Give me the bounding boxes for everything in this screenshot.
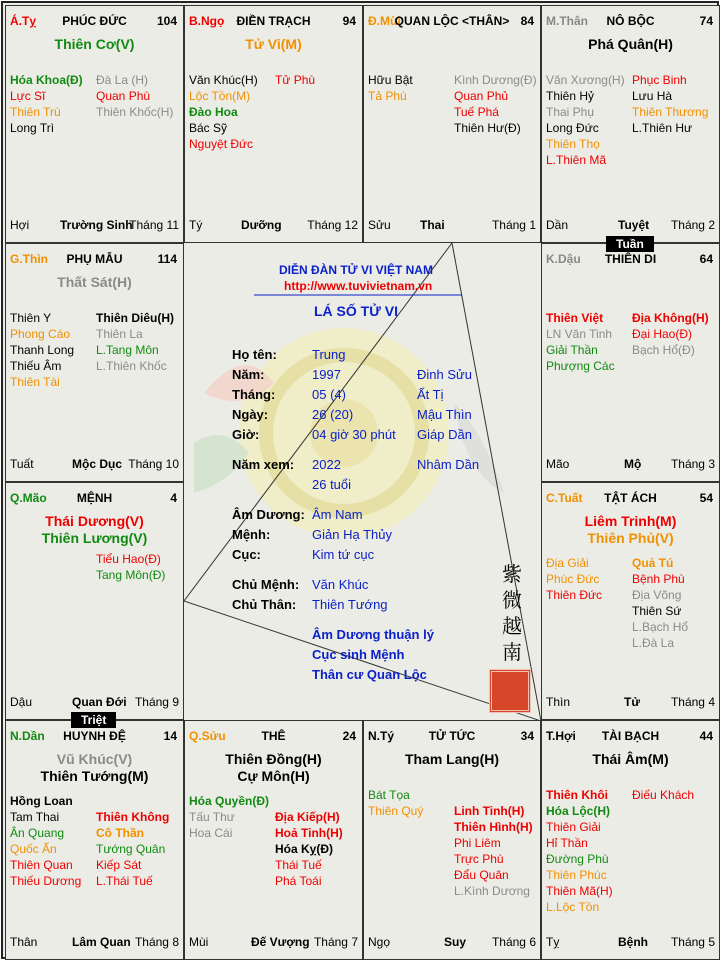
star-list-left — [546, 310, 615, 374]
palace-stem: B.Ngọ — [189, 14, 225, 28]
palace-stage: Mộc Dục — [72, 457, 123, 471]
palace-5 — [5, 243, 184, 482]
minor-star: Kiếp Sát — [96, 858, 142, 872]
palace-12 — [541, 720, 720, 960]
star-list-left — [10, 793, 81, 889]
minor-star: Kình Dương(Đ) — [454, 73, 537, 87]
palace-stage: Tuyệt — [618, 218, 650, 232]
seal-chars — [500, 561, 524, 665]
palace-branch: Dần — [546, 218, 569, 232]
palace-7 — [5, 482, 184, 720]
main-star: Thiên Đồng(H) — [225, 751, 322, 767]
star-list-left — [189, 793, 269, 841]
minor-star: Bác Sỹ — [189, 121, 228, 135]
palace-footer — [546, 935, 715, 951]
star-list-left — [189, 72, 258, 152]
palace-stem: G.Thìn — [10, 252, 48, 266]
star-list-right — [632, 310, 709, 358]
palace-name: TỬ TỨC — [428, 729, 476, 743]
minor-star: Lộc Tồn(M) — [189, 89, 251, 103]
palace-month: Tháng 9 — [134, 695, 179, 709]
minor-star: L.Lộc Tồn — [546, 900, 600, 914]
palace-month: Tháng 1 — [491, 218, 536, 232]
minor-star: Cô Thần — [96, 826, 144, 840]
palace-number: 14 — [163, 729, 177, 743]
palace-stem: Q.Mão — [10, 491, 47, 505]
minor-star: Thanh Long — [10, 343, 75, 357]
palace-name: NÔ BỘC — [606, 14, 655, 28]
minor-star: Phi Liêm — [454, 836, 501, 850]
palace-number: 24 — [342, 729, 356, 743]
chu-than-value: Thiên Tướng — [312, 597, 388, 612]
palace-name: THÊ — [261, 729, 286, 743]
palace-footer — [189, 935, 358, 951]
minor-star: L.Thiên Hư — [632, 121, 693, 135]
palace-name: QUAN LỘC <THÂN> — [394, 14, 510, 28]
star-list-right — [275, 809, 343, 889]
palace-2 — [184, 5, 363, 243]
palace-footer — [546, 457, 715, 473]
minor-star: Hữu Bật — [368, 73, 413, 87]
palace-stem: Đ.Mùi — [368, 14, 401, 28]
minor-star: Tả Phù — [368, 89, 407, 103]
minor-star: Linh Tinh(H) — [454, 804, 525, 818]
minor-star: Đà La (H) — [96, 73, 149, 87]
palace-stem: K.Dậu — [546, 252, 581, 266]
star-list-right — [632, 787, 694, 803]
main-star: Tham Lang(H) — [404, 751, 500, 767]
palace-branch: Dậu — [10, 695, 33, 709]
minor-star: L.Đà La — [632, 636, 675, 650]
forum-url[interactable]: http://www.tuvivietnam.vn — [284, 279, 433, 293]
minor-star: Địa Giải — [546, 556, 589, 570]
palace-branch: Mão — [546, 457, 570, 471]
minor-star: L.Thiên Khốc — [96, 359, 167, 373]
minor-star: Tử Phù — [275, 73, 316, 87]
minor-star: Quốc Ấn — [10, 842, 57, 856]
palace-stage: Thai — [420, 218, 445, 232]
palace-stage: Bệnh — [618, 935, 648, 949]
minor-star: Thiên Y — [10, 311, 52, 325]
palace-stem: C.Tuất — [546, 491, 583, 505]
minor-star: Đại Hao(Đ) — [632, 327, 693, 341]
star-list-left — [546, 72, 625, 168]
palace-number: 4 — [170, 491, 177, 505]
palace-branch: Tỵ — [546, 935, 560, 949]
minor-star: Đào Hoa — [189, 105, 238, 119]
minor-star: Giải Thần — [546, 343, 598, 357]
palace-branch: Tuất — [10, 457, 34, 471]
palace-footer — [368, 218, 536, 234]
palace-6 — [541, 243, 720, 482]
palace-stem: Q.Sửu — [189, 729, 226, 743]
minor-star: Văn Xương(H) — [546, 73, 625, 87]
minor-star: Tấu Thư — [189, 810, 235, 824]
minor-star: Thiên Hư(Đ) — [454, 121, 521, 135]
main-star: Thái Âm(M) — [592, 751, 669, 767]
label-name: Họ tên: — [232, 347, 277, 362]
minor-star: Thiên Thương — [632, 105, 709, 119]
palace-footer — [546, 695, 715, 711]
minor-star: Tiểu Hao(Đ) — [96, 552, 161, 566]
minor-star: Lưu Hà — [632, 89, 673, 103]
minor-star: Lực Sĩ — [10, 89, 46, 103]
minor-star: Thiên Quan — [10, 858, 73, 872]
label-year: Năm: — [232, 367, 265, 382]
label-view-year: Năm xem: — [232, 457, 295, 472]
minor-star: Thiên Khốc(H) — [96, 105, 174, 119]
palace-stem: Á.Tỵ — [10, 14, 37, 28]
minor-star: Hỉ Thần — [546, 836, 588, 850]
star-list-right — [96, 551, 165, 583]
minor-star: Bát Tọa — [368, 788, 410, 802]
palace-stage: Đế Vượng — [251, 935, 310, 949]
main-star: Thiên Tướng(M) — [40, 768, 149, 784]
palace-footer — [368, 935, 536, 951]
palace-number: 94 — [342, 14, 356, 28]
palace-month: Tháng 6 — [491, 935, 536, 949]
minor-star: Thiên Mã(H) — [546, 884, 613, 898]
palace-month: Tháng 8 — [134, 935, 179, 949]
palace-branch: Mùi — [189, 935, 209, 949]
minor-star: Địa Võng — [632, 588, 682, 602]
palace-name: TÀI BẠCH — [601, 729, 660, 743]
note-3: Thân cư Quan Lộc — [312, 667, 427, 682]
palace-month: Tháng 12 — [307, 218, 358, 232]
palace-8 — [541, 482, 720, 720]
main-star: Phá Quân(H) — [588, 36, 673, 52]
hour-can: Giáp Dần — [417, 427, 472, 442]
minor-star: Hoả Tinh(H) — [275, 826, 343, 840]
horoscope-chart — [1, 1, 719, 959]
main-star: Liêm Trinh(M) — [584, 513, 677, 529]
minor-star: Hoa Cái — [189, 826, 233, 840]
view-year-can: Nhâm Dần — [417, 457, 480, 472]
minor-star: Phong Cáo — [10, 327, 71, 341]
age-value: 26 tuổi — [312, 477, 352, 492]
palace-stage: Lâm Quan — [72, 935, 131, 949]
minor-star: Tang Môn(Đ) — [96, 568, 166, 582]
star-list-left — [10, 310, 74, 390]
palace-name: TẬT ÁCH — [604, 491, 657, 505]
minor-star: Thiên Không — [96, 810, 170, 824]
main-star: Thiên Lương(V) — [41, 530, 148, 546]
note-2: Cục sinh Mệnh — [312, 647, 405, 662]
minor-star: Địa Không(H) — [632, 311, 709, 325]
minor-star: Nguyệt Đức — [189, 137, 254, 151]
month-value: 05 (4) — [312, 387, 346, 402]
minor-star: Quan Phù — [96, 89, 151, 103]
star-list-right — [275, 72, 315, 88]
minor-star: Hóa Lộc(H) — [546, 804, 610, 818]
minor-star: Thiên La — [96, 327, 143, 341]
palace-number: 114 — [157, 252, 177, 266]
month-can: Ất Tị — [417, 387, 444, 402]
seal-char-3: 越 — [502, 614, 522, 638]
palace-1 — [5, 5, 184, 243]
minor-star: Điếu Khách — [632, 788, 695, 802]
palace-month: Tháng 5 — [670, 935, 715, 949]
palace-9 — [5, 720, 184, 960]
palace-number: 54 — [699, 491, 713, 505]
palace-stem: N.Tý — [368, 729, 395, 743]
minor-star: Hóa Khoa(Đ) — [10, 73, 83, 87]
palace-stage: Dưỡng — [241, 218, 282, 232]
minor-star: Hóa Quyền(Đ) — [189, 794, 270, 808]
minor-star: Long Trì — [10, 121, 55, 135]
triet-tag: Triệt — [71, 712, 116, 728]
tuan-tag: Tuần — [606, 236, 654, 252]
palace-stem: N.Dần — [10, 729, 45, 743]
star-list-right — [632, 72, 708, 136]
palace-branch: Thân — [10, 935, 38, 949]
minor-star: Thiên Khôi — [546, 788, 608, 802]
minor-star: Hồng Loan — [10, 794, 73, 808]
palace-11 — [363, 720, 541, 960]
palace-stage: Quan Đới — [72, 695, 127, 709]
year-can: Đinh Sửu — [417, 367, 472, 382]
year-value: 1997 — [312, 367, 341, 382]
main-star: Tử Vi(M) — [245, 36, 302, 52]
name-value: Trung — [312, 347, 346, 362]
minor-star: Thiên Trù — [10, 105, 61, 119]
palace-month: Tháng 2 — [670, 218, 715, 232]
seal-char-2: 微 — [502, 588, 522, 612]
minor-star: Quả Tú — [632, 556, 674, 570]
red-seal-stamp — [489, 669, 531, 713]
minor-star: Thiên Việt — [546, 311, 604, 325]
main-star: Thiên Cơ(V) — [54, 36, 135, 52]
palace-month: Tháng 10 — [128, 457, 179, 471]
palace-footer — [546, 218, 715, 234]
palace-number: 64 — [699, 252, 713, 266]
star-list-right — [96, 310, 174, 374]
minor-star: Bệnh Phù — [632, 572, 685, 586]
palace-footer — [10, 457, 179, 473]
palace-number: 34 — [520, 729, 534, 743]
menh-value: Giản Hạ Thủy — [312, 527, 392, 542]
palace-branch: Ngọ — [368, 935, 391, 949]
view-year-value: 2022 — [312, 457, 341, 472]
minor-star: Thai Phụ — [546, 105, 595, 119]
day-can: Mậu Thìn — [417, 407, 472, 422]
minor-star: Phục Binh — [632, 73, 687, 87]
palace-4 — [541, 5, 720, 243]
palace-stem: T.Hợi — [546, 729, 576, 743]
seal-char-4: 南 — [502, 640, 522, 664]
palace-stage: Tử — [624, 695, 641, 709]
minor-star: Thiên Quý — [368, 804, 424, 818]
star-list-right — [96, 72, 173, 120]
star-list-right — [96, 809, 169, 889]
minor-star: Tam Thai — [10, 810, 60, 824]
minor-star: Văn Khúc(H) — [189, 73, 258, 87]
note-1: Âm Dương thuận lý — [312, 627, 434, 642]
palace-number: 104 — [156, 14, 177, 28]
palace-name: PHÚC ĐỨC — [62, 14, 127, 28]
minor-star: LN Văn Tinh — [546, 327, 613, 341]
seal-char-1: 紫 — [502, 562, 522, 586]
palace-footer — [10, 935, 179, 951]
center-panel — [184, 243, 541, 721]
minor-star: Thiên Hình(H) — [454, 820, 533, 834]
palace-name: MỆNH — [76, 491, 113, 505]
palace-branch: Tý — [189, 218, 203, 232]
star-list-left — [368, 787, 423, 819]
label-day: Ngày: — [232, 407, 269, 422]
label-chu-than: Chủ Thân: — [232, 597, 297, 612]
minor-star: L.Tang Môn — [96, 343, 159, 357]
star-list-right — [632, 555, 688, 651]
palace-3 — [363, 5, 541, 243]
day-value: 26 (20) — [312, 407, 354, 422]
minor-star: Phúc Đức — [546, 572, 600, 586]
palace-stage: Trường Sinh — [60, 218, 133, 232]
minor-star: Thiên Hỷ — [546, 89, 595, 103]
palace-name: ĐIỀN TRẠCH — [236, 14, 311, 28]
cuc-value: Kim tứ cục — [312, 547, 375, 562]
minor-star: L.Kình Dương — [454, 884, 530, 898]
label-menh: Mệnh: — [232, 527, 271, 542]
label-hour: Giờ: — [232, 427, 260, 442]
minor-star: Thiên Đức — [546, 588, 603, 602]
label-cuc: Cục: — [232, 547, 261, 562]
minor-star: Thiên Diêu(H) — [96, 311, 174, 325]
star-list-right — [454, 72, 537, 136]
palace-month: Tháng 3 — [670, 457, 715, 471]
palace-footer — [10, 218, 179, 234]
palace-footer — [10, 695, 179, 711]
minor-star: L.Thái Tuế — [96, 874, 153, 888]
main-star: Thất Sát(H) — [57, 274, 132, 290]
minor-star: Đẩu Quân — [454, 868, 509, 882]
minor-star: Thiên Phúc — [546, 868, 607, 882]
minor-star: Thiên Tài — [10, 375, 60, 389]
minor-star: Phượng Các — [546, 359, 615, 373]
palace-number: 74 — [699, 14, 713, 28]
palace-number: 44 — [699, 729, 713, 743]
minor-star: Thiên Thọ — [546, 137, 600, 151]
star-list-left — [546, 787, 613, 915]
label-amduong: Âm Dương: — [232, 507, 305, 522]
palace-stem: M.Thân — [546, 14, 588, 28]
minor-star: Thiên Sứ — [632, 604, 682, 618]
minor-star: Tướng Quân — [96, 842, 166, 856]
forum-title: DIỄN ĐÀN TỬ VI VIỆT NAM — [279, 263, 433, 277]
minor-star: Long Đức — [546, 121, 599, 135]
palace-stage: Suy — [444, 935, 467, 949]
minor-star: Thiếu Âm — [10, 359, 62, 373]
star-list-left — [546, 555, 602, 603]
label-chu-menh: Chủ Mệnh: — [232, 577, 300, 592]
palace-month: Tháng 7 — [313, 935, 358, 949]
palace-stage: Mộ — [624, 457, 642, 471]
minor-star: Thiên Giải — [546, 820, 601, 834]
minor-star: Trực Phù — [454, 852, 504, 866]
main-star: Cự Môn(H) — [237, 768, 310, 784]
minor-star: Đường Phù — [546, 852, 609, 866]
main-star: Vũ Khúc(V) — [56, 751, 133, 767]
palace-10 — [184, 720, 363, 960]
star-list-right — [454, 803, 533, 899]
hour-value: 04 giờ 30 phút — [312, 427, 396, 442]
minor-star: Quan Phủ — [454, 89, 509, 103]
star-list-left — [10, 72, 83, 136]
minor-star: Bạch Hổ(Đ) — [632, 343, 695, 357]
palace-month: Tháng 11 — [129, 218, 179, 232]
label-month: Tháng: — [232, 387, 276, 402]
palace-name: THIÊN DI — [604, 252, 657, 266]
palace-branch: Thìn — [546, 695, 571, 709]
minor-star: Ân Quang — [10, 826, 65, 840]
minor-star: Thái Tuế — [275, 858, 322, 872]
minor-star: L.Bạch Hổ — [632, 620, 689, 634]
palace-month: Tháng 4 — [670, 695, 715, 709]
palace-name: PHỤ MẪU — [66, 252, 123, 266]
main-star: Thái Dương(V) — [45, 513, 144, 529]
star-list-left — [368, 72, 413, 104]
minor-star: Thiếu Dương — [10, 874, 82, 888]
chu-menh-value: Văn Khúc — [312, 577, 369, 592]
amduong-value: Âm Nam — [312, 507, 363, 522]
chart-title: LÁ SỐ TỬ VI — [314, 303, 398, 319]
palace-number: 84 — [520, 14, 534, 28]
minor-star: Hóa Kỵ(Đ) — [275, 842, 334, 856]
palace-branch: Sửu — [368, 218, 391, 232]
minor-star: L.Thiên Mã — [546, 153, 607, 167]
palace-branch: Hợi — [10, 218, 30, 232]
palace-footer — [189, 218, 358, 234]
minor-star: Tuế Phá — [454, 105, 499, 119]
palace-name: HUYNH ĐỆ — [63, 729, 126, 743]
minor-star: Phá Toái — [275, 874, 322, 888]
main-star: Thiên Phủ(V) — [587, 530, 674, 546]
minor-star: Địa Kiếp(H) — [275, 810, 340, 824]
